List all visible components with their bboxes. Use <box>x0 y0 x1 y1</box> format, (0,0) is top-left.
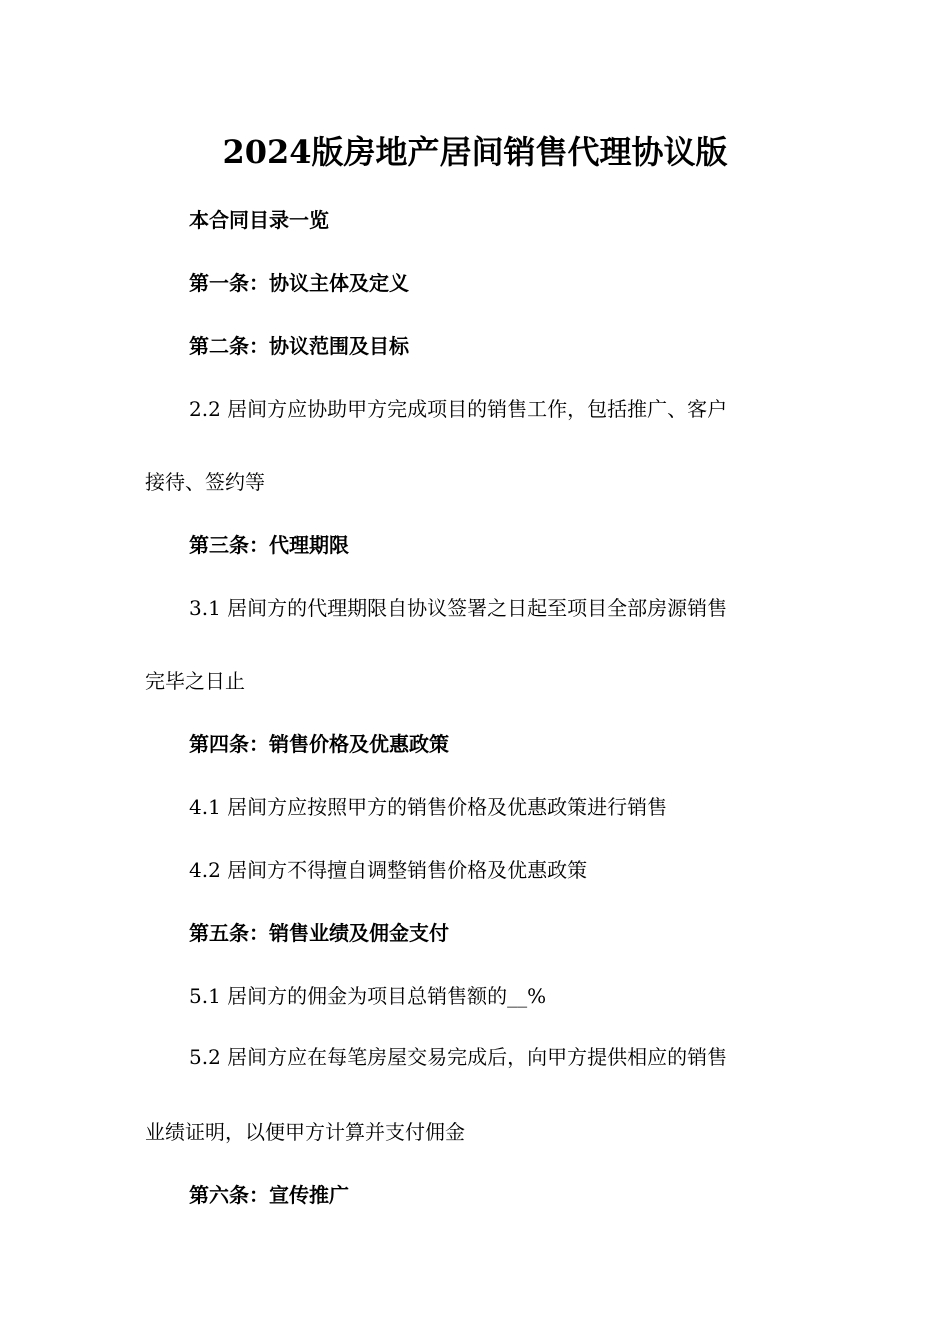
clause-3-1-line2: 完毕之日止 <box>145 669 245 693</box>
section-6-heading: 第六条：宣传推广 <box>189 1183 349 1207</box>
clause-2-2-line1: 2.2 居间方应协助甲方完成项目的销售工作，包括推广、客户 <box>189 397 728 421</box>
section-5-heading: 第五条：销售业绩及佣金支付 <box>189 921 449 945</box>
document-title: 2024版房地产居间销售代理协议版 <box>222 133 728 171</box>
section-3-heading: 第三条：代理期限 <box>189 533 349 557</box>
clause-5-2-line2: 业绩证明，以便甲方计算并支付佣金 <box>145 1120 465 1144</box>
section-4-heading: 第四条：销售价格及优惠政策 <box>189 732 449 756</box>
clause-4-1: 4.1 居间方应按照甲方的销售价格及优惠政策进行销售 <box>189 795 668 819</box>
clause-5-2-line1: 5.2 居间方应在每笔房屋交易完成后，向甲方提供相应的销售 <box>189 1045 728 1069</box>
toc-label: 本合同目录一览 <box>189 208 329 232</box>
section-1-heading: 第一条：协议主体及定义 <box>189 271 409 295</box>
clause-3-1-line1: 3.1 居间方的代理期限自协议签署之日起至项目全部房源销售 <box>189 596 728 620</box>
clause-4-2: 4.2 居间方不得擅自调整销售价格及优惠政策 <box>189 858 588 882</box>
clause-2-2-line2: 接待、签约等 <box>145 470 265 494</box>
clause-5-1: 5.1 居间方的佣金为项目总销售额的__% <box>189 984 547 1008</box>
section-2-heading: 第二条：协议范围及目标 <box>189 334 409 358</box>
